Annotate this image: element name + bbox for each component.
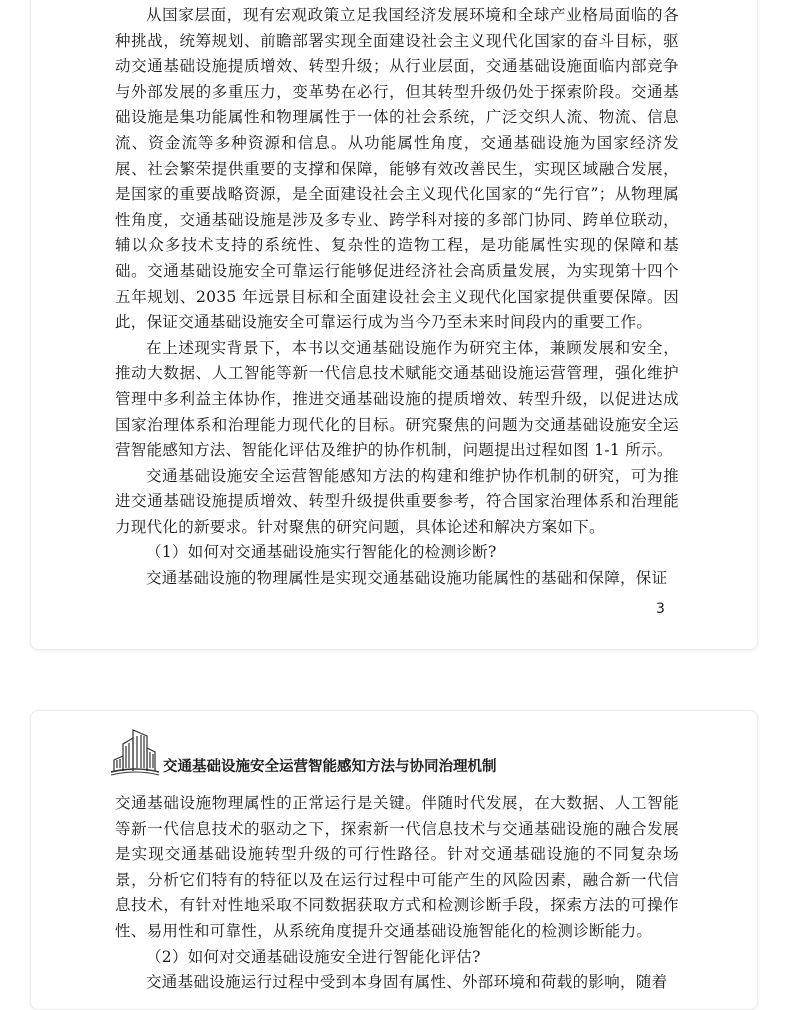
paragraph-evaluation-start: 交通基础设施运行过程中受到本身固有属性、外部环境和荷载的影响，随着 — [146, 973, 668, 992]
paragraph-research-significance: 交通基础设施安全运营智能感知方法的构建和维护协作机制的研究，可为推进交通基础设施提质增效、转型升级提供重要参考，符合国家治理体系和治理能力现代化的新要求。针对聚焦的研究问题，具体论述和解决方案如下。 — [115, 466, 679, 536]
running-header — [111, 726, 611, 776]
document-page-top — [30, 0, 758, 650]
running-header-title: 交通基础设施安全运营智能感知方法与协同治理机制 — [163, 759, 497, 775]
question-heading-2: （2）如何对交通基础设施安全进行智能化评估? — [146, 947, 481, 966]
page-number: 3 — [656, 601, 665, 617]
buildings-icon — [111, 726, 161, 776]
paragraph-national-level: 从国家层面，现有宏观政策立足我国经济发展环境和全球产业格局面临的各种挑战，统筹规划、前瞻部署实现全面建设社会主义现代化国家的奋斗目标，驱动交通基础设施提质增效、转型升级；从行业层面，交通基础设施面临内部竞争与外部发展的多重压力，变革势在必行，但其转型升级仍处于探索阶段。交通基础设施是集功能属性和物理属性于一体的社会系统，广泛交织人流、物流、信息流、资金流等多种资源和信息。从功能属性角度，交通基础设施为国家经济发展、社会繁荣提供重要的支撑和保障，能够有效改善民生，实现区域融合发展，是国家的重要战略资源，是全面建设社会主义现代化国家的“先行官”；从物理属性角度，交通基础设施是涉及多专业、跨学科对接的多部门协同、跨单位联动，辅以众多技术支持的系统性、复杂性的造物工程，是功能属性实现的保障和基础。交通基础设施安全可靠运行能够促进经济社会高质量发展，为实现第十四个五年规划、2035 年远景目标和全面建设社会主义现代化国家提供重要保障。因此，保证交通基础设施安全可靠运行成为当今乃至未来时间段内的重要工作。 — [115, 6, 679, 332]
document-page-bottom — [30, 710, 758, 1010]
paragraph-physical-attribute-start: 交通基础设施的物理属性是实现交通基础设施功能属性的基础和保障，保证 — [146, 569, 668, 588]
question-heading-1: （1）如何对交通基础设施实行智能化的检测诊断? — [146, 543, 497, 562]
body-text-bottom — [115, 791, 679, 996]
paragraph-research-background: 在上述现实背景下，本书以交通基础设施作为研究主体，兼顾发展和安全，推动大数据、人工智能等新一代信息技术赋能交通基础设施运营管理，强化维护管理中多利益主体协作，推进交通基础设施的提质增效、转型升级，以促进达成国家治理体系和治理能力现代化的目标。研究聚焦的问题为交通基础设施安全运营智能感知方法、智能化评估及维护的协作机制，问题提出过程如图 1-1 所示。 — [115, 338, 679, 460]
body-text-top — [115, 3, 679, 592]
paragraph-continued: 交通基础设施物理属性的正常运行是关键。伴随时代发展，在大数据、人工智能等新一代信息技术的驱动之下，探索新一代信息技术与交通基础设施的融合发展是实现交通基础设施转型升级的可行性路径。针对交通基础设施的不同复杂场景，分析它们特有的特征以及在运行过程中可能产生的风险因素，融合新一代信息技术，有针对性地采取不同数据获取方式和检测诊断手段，探索方法的可操作性、易用性和可靠性，从系统角度提升交通基础设施智能化的检测诊断能力。 — [115, 794, 679, 940]
